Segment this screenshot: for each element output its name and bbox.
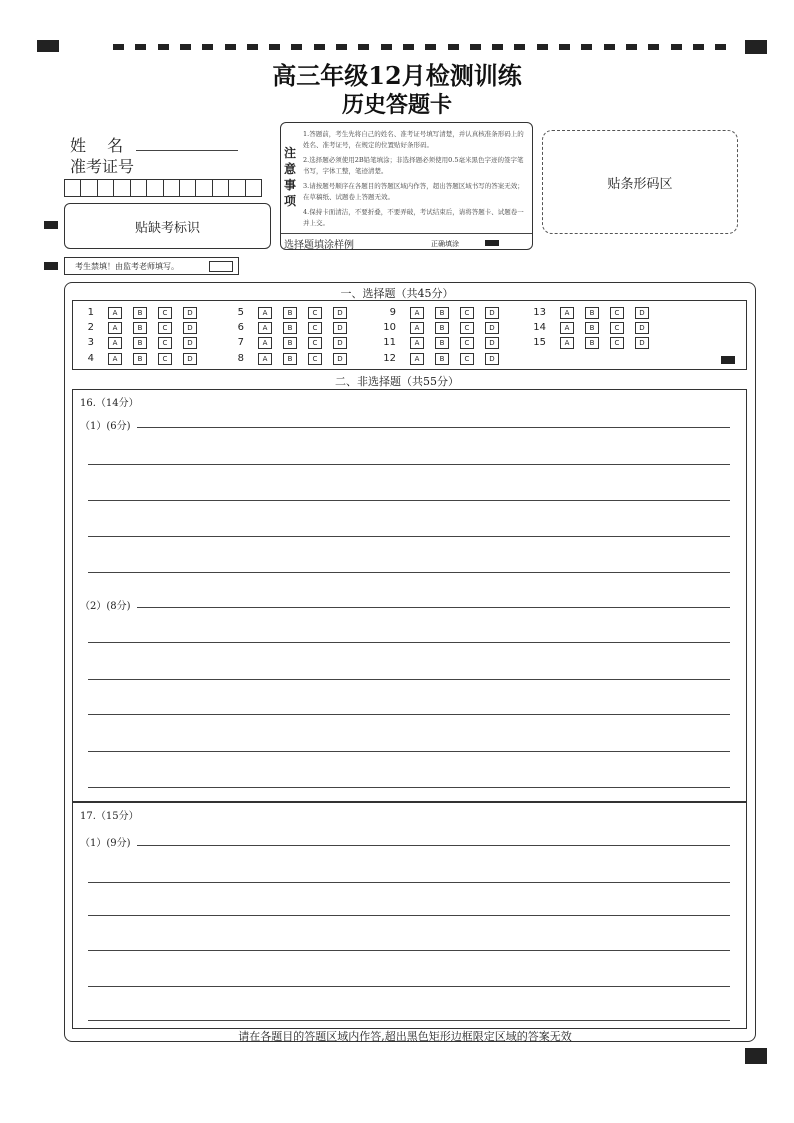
q16-part1-label: （1）(6分) — [80, 421, 131, 432]
mc-option-b[interactable]: B — [283, 353, 297, 365]
exam-number-cell[interactable] — [213, 180, 229, 196]
answer-line[interactable] — [88, 950, 730, 951]
timing-mark — [448, 44, 459, 50]
mc-option-c[interactable]: C — [158, 353, 172, 365]
proctor-fill-box[interactable] — [209, 261, 233, 272]
mc-option-d[interactable]: D — [485, 322, 499, 334]
timing-mark — [470, 44, 481, 50]
timing-mark — [158, 44, 169, 50]
timing-mark — [715, 44, 726, 50]
mc-question — [380, 307, 520, 319]
mc-option-b[interactable]: B — [435, 337, 449, 349]
notice-item-3: 3.请按题号顺序在各题目的答题区域内作答，超出答题区域书写的答案无效；在草稿纸、试题卷上答题无效。 — [303, 182, 524, 201]
mc-question-number: 8 — [237, 352, 244, 364]
mc-question-number: 1 — [87, 307, 94, 318]
exam-number-cell[interactable] — [180, 180, 196, 196]
q17-part1-label: （1）(9分) — [80, 838, 131, 849]
mc-option-d[interactable]: D — [485, 353, 499, 365]
mc-option-a[interactable]: A — [108, 307, 122, 319]
mc-option-c[interactable]: C — [308, 307, 322, 319]
timing-mark — [358, 44, 369, 50]
timing-mark — [671, 44, 682, 50]
q17-label: 17.（15分） — [80, 811, 139, 822]
card-subtitle: 历史答题卡 — [341, 92, 452, 118]
mc-option-c[interactable]: C — [158, 337, 172, 349]
proctor-label: 考生禁填！由监考老师填写。 — [75, 262, 179, 271]
mc-option-b[interactable]: B — [435, 353, 449, 365]
answer-line[interactable] — [88, 536, 730, 537]
mc-option-a[interactable]: A — [108, 353, 122, 365]
mc-question — [530, 307, 670, 319]
answer-line[interactable] — [88, 714, 730, 715]
timing-mark — [626, 44, 637, 50]
mc-option-b[interactable]: B — [133, 353, 147, 365]
mc-question — [228, 322, 368, 334]
exam-number-cell[interactable] — [114, 180, 130, 196]
answer-line[interactable] — [88, 500, 730, 501]
mc-question-number: 15 — [533, 337, 546, 349]
notice-heading — [284, 145, 298, 209]
mc-question-number: 2 — [87, 322, 94, 334]
mc-option-c[interactable]: C — [460, 337, 474, 349]
mc-option-d[interactable]: D — [183, 337, 197, 349]
timing-mark — [581, 44, 592, 50]
mc-option-c[interactable]: C — [158, 307, 172, 319]
registration-mark-top-left — [37, 40, 59, 52]
mc-question — [228, 337, 368, 349]
name-underline — [136, 150, 238, 151]
footer-warning: 请在各题目的答题区域内作答,超出黑色矩形边框限定区域的答案无效 — [238, 1030, 572, 1043]
exam-number-cell[interactable] — [98, 180, 114, 196]
mc-question — [78, 353, 218, 365]
name-label: 姓 名 — [70, 136, 132, 155]
mc-option-a[interactable]: A — [410, 337, 424, 349]
notice-heading-text: 注意事项 — [284, 146, 297, 208]
exam-number-cell[interactable] — [65, 180, 81, 196]
notice-item-2: 2.选择题必须使用2B铅笔填涂；非选择题必须使用0.5毫米黑色字迹的签字笔书写，字体工整，笔迹清楚。 — [303, 156, 524, 175]
registration-mark-bottom-right — [745, 1048, 767, 1064]
mc-option-d[interactable]: D — [485, 307, 499, 319]
answer-line[interactable] — [137, 845, 730, 846]
mc-option-d[interactable]: D — [635, 322, 649, 334]
notice-divider — [281, 233, 532, 234]
exam-number-cell[interactable] — [164, 180, 180, 196]
exam-number-label: 准考证号 — [70, 157, 135, 176]
notice-item-4: 4.保持卡面清洁，不要折叠，不要弄破，考试结束后，请将答题卡、试题卷一并上交。 — [303, 208, 524, 227]
fill-example-label: 选择题填涂样例 — [284, 240, 354, 251]
mc-question — [380, 322, 520, 334]
mc-option-a[interactable]: A — [410, 307, 424, 319]
mc-question — [78, 337, 218, 349]
answer-line[interactable] — [137, 607, 730, 608]
mc-question-number: 6 — [237, 322, 244, 334]
mc-option-a[interactable]: A — [410, 353, 424, 365]
mc-option-a[interactable]: A — [258, 337, 272, 349]
timing-mark — [403, 44, 414, 50]
timing-mark — [314, 44, 325, 50]
exam-title: 高三年级12月检测训练 — [272, 61, 522, 90]
mc-option-a[interactable]: A — [108, 337, 122, 349]
answer-line[interactable] — [88, 572, 730, 573]
mc-option-a[interactable]: A — [108, 322, 122, 334]
q16-label: 16.（14分） — [80, 398, 139, 409]
mc-option-b[interactable]: B — [283, 322, 297, 334]
mc-option-b[interactable]: B — [283, 307, 297, 319]
timing-mark — [225, 44, 236, 50]
mc-option-c[interactable]: C — [460, 353, 474, 365]
timing-mark — [559, 44, 570, 50]
timing-mark — [693, 44, 704, 50]
mc-marker — [721, 356, 735, 364]
exam-number-cell[interactable] — [229, 180, 245, 196]
mc-question-number: 11 — [383, 337, 396, 349]
mc-option-c[interactable]: C — [308, 337, 322, 349]
correct-fill-sample — [485, 240, 499, 246]
mc-option-b[interactable]: B — [133, 307, 147, 319]
timing-mark — [537, 44, 548, 50]
mc-option-c[interactable]: C — [158, 322, 172, 334]
mc-option-b[interactable]: B — [585, 307, 599, 319]
missing-exam-sticker-area — [64, 203, 271, 249]
mc-option-d[interactable]: D — [635, 337, 649, 349]
mc-option-c[interactable]: C — [610, 337, 624, 349]
timing-mark — [135, 44, 146, 50]
answer-line[interactable] — [88, 915, 730, 916]
timing-mark — [381, 44, 392, 50]
answer-line[interactable] — [88, 679, 730, 680]
mc-question-number: 3 — [87, 337, 94, 349]
proctor-box — [64, 257, 239, 275]
answer-line[interactable] — [88, 882, 730, 883]
mc-option-b[interactable]: B — [133, 322, 147, 334]
answer-line[interactable] — [88, 642, 730, 643]
exam-number-cell[interactable] — [131, 180, 147, 196]
marker-block-proctor — [44, 262, 58, 270]
timing-mark — [202, 44, 213, 50]
notice-box — [280, 122, 533, 250]
timing-mark — [492, 44, 503, 50]
mc-question-number: 13 — [533, 307, 546, 318]
mc-question — [78, 322, 218, 334]
mc-option-c[interactable]: C — [610, 307, 624, 319]
answer-line[interactable] — [88, 1020, 730, 1021]
mc-question-number: 12 — [383, 352, 396, 364]
mc-option-b[interactable]: B — [585, 337, 599, 349]
barcode-label: 贴条形码区 — [607, 176, 673, 192]
answer-line[interactable] — [137, 427, 730, 428]
mc-option-d[interactable]: D — [333, 353, 347, 365]
mc-option-d[interactable]: D — [333, 337, 347, 349]
mc-option-a[interactable]: A — [560, 322, 574, 334]
answer-line[interactable] — [88, 751, 730, 752]
mc-option-a[interactable]: A — [560, 337, 574, 349]
timing-mark — [336, 44, 347, 50]
mc-option-b[interactable]: B — [585, 322, 599, 334]
mc-option-d[interactable]: D — [183, 322, 197, 334]
q16-answer-area[interactable] — [72, 389, 747, 802]
mc-option-c[interactable]: C — [610, 322, 624, 334]
mc-option-b[interactable]: B — [435, 307, 449, 319]
mc-option-d[interactable]: D — [485, 337, 499, 349]
section2-title: 二、非选择题（共55分） — [335, 375, 459, 388]
timing-mark — [247, 44, 258, 50]
answer-line[interactable] — [88, 464, 730, 465]
mc-question — [228, 353, 368, 365]
notice-item-1: 1.答题前，考生先将自己的姓名、准考证号填写清楚，并认真核准条形码上的姓名、准考证号，在规定的位置贴好条形码。 — [303, 130, 524, 149]
mc-question-number: 14 — [533, 322, 546, 334]
mc-question-number: 4 — [87, 352, 94, 364]
timing-mark — [425, 44, 436, 50]
exam-number-cell[interactable] — [81, 180, 97, 196]
mc-option-d[interactable]: D — [183, 307, 197, 319]
mc-option-c[interactable]: C — [460, 307, 474, 319]
mc-option-d[interactable]: D — [333, 307, 347, 319]
mc-option-b[interactable]: B — [133, 337, 147, 349]
mc-option-d[interactable]: D — [333, 322, 347, 334]
section1-title: 一、选择题（共45分） — [340, 287, 454, 300]
mc-question — [380, 337, 520, 349]
mc-question — [380, 353, 520, 365]
mc-option-b[interactable]: B — [283, 337, 297, 349]
answer-line[interactable] — [88, 986, 730, 987]
timing-mark — [113, 44, 124, 50]
exam-number-cell[interactable] — [246, 180, 261, 196]
answer-line[interactable] — [88, 787, 730, 788]
timing-mark — [269, 44, 280, 50]
mc-option-a[interactable]: A — [258, 322, 272, 334]
mc-option-d[interactable]: D — [635, 307, 649, 319]
mc-option-a[interactable]: A — [258, 307, 272, 319]
marker-block — [44, 221, 58, 229]
q16-part2-label: （2）(8分) — [80, 601, 131, 612]
mc-question-number: 9 — [389, 307, 396, 318]
mc-question — [530, 322, 670, 334]
mc-option-c[interactable]: C — [460, 322, 474, 334]
mc-option-a[interactable]: A — [258, 353, 272, 365]
correct-fill-label: 正确填涂 — [431, 240, 459, 248]
mc-option-b[interactable]: B — [435, 322, 449, 334]
registration-mark-top-right — [745, 40, 767, 54]
mc-option-c[interactable]: C — [308, 353, 322, 365]
timing-mark — [180, 44, 191, 50]
timing-mark — [648, 44, 659, 50]
timing-mark — [604, 44, 615, 50]
exam-number-cell[interactable] — [196, 180, 212, 196]
exam-number-grid[interactable] — [64, 179, 262, 197]
mc-question — [228, 307, 368, 319]
timing-mark — [291, 44, 302, 50]
mc-option-d[interactable]: D — [183, 353, 197, 365]
exam-number-cell[interactable] — [147, 180, 163, 196]
mc-option-c[interactable]: C — [308, 322, 322, 334]
mc-option-a[interactable]: A — [560, 307, 574, 319]
missing-exam-label: 贴缺考标识 — [134, 220, 200, 236]
mc-option-a[interactable]: A — [410, 322, 424, 334]
mc-question — [78, 307, 218, 319]
mc-question-number: 10 — [383, 322, 396, 334]
mc-question-number: 5 — [237, 307, 244, 318]
timing-mark — [514, 44, 525, 50]
mc-question — [530, 337, 670, 349]
mc-question-number: 7 — [237, 337, 244, 349]
barcode-area — [542, 130, 738, 234]
